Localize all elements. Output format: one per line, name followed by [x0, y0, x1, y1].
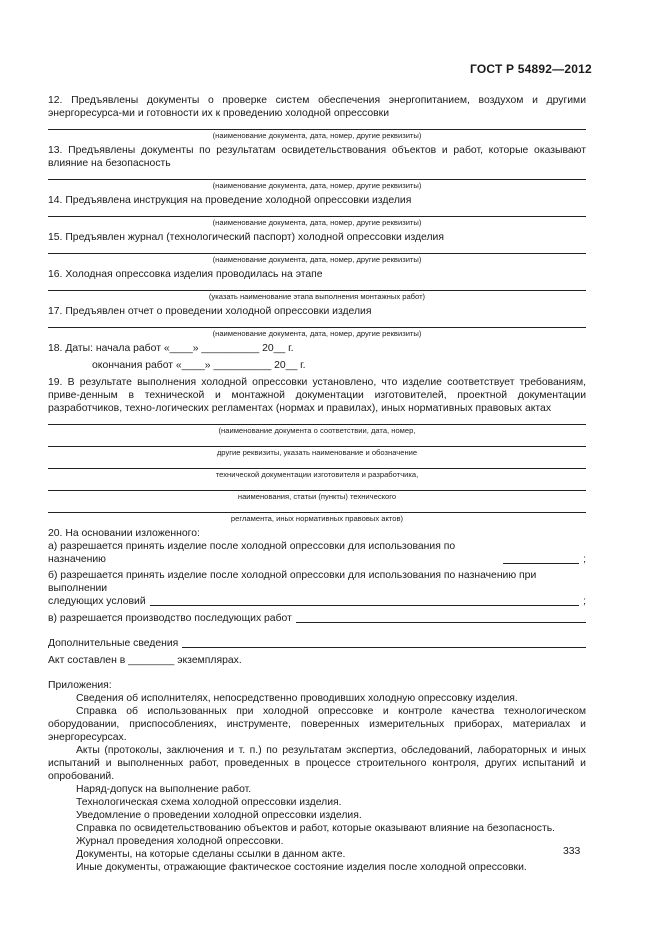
- item-20a-row: [48, 540, 586, 566]
- appendix-entry: Уведомление о проведении холодной опрессовки изделия.: [76, 810, 362, 821]
- field-caption: регламента, иных нормативных правовых актов): [230, 514, 404, 523]
- item-19: 19. В результате выполнения холодной опрессовки установлено, что изделие соответствует требованиям, приве-денным в технической и монтажной документации изготовителей, проектной документации разработчиков, техно-логических регламентах (нормах и правилах), иных нормативных правовых актах: [48, 377, 586, 414]
- fill-line[interactable]: [48, 417, 586, 425]
- field-caption: (наименование документа, дата, номер, другие реквизиты): [212, 131, 422, 140]
- item-12: 12. Предъявлены документы о проверке систем обеспечения энергопитанием, воздухом и другими энергоресурса-ми и готовности их к проведению холодной опрессовки: [48, 95, 586, 119]
- item-20b-conditions: следующих условий: [48, 596, 146, 607]
- appendix-entry: Документы, на которые сделаны ссылки в данном акте.: [76, 849, 346, 860]
- field-caption: (наименование документа, дата, номер, другие реквизиты): [212, 218, 422, 227]
- appendix-title: Приложения:: [48, 680, 112, 691]
- semicolon: ;: [583, 554, 586, 565]
- item-14: 14. Предъявлена инструкция на проведение холодной опрессовки изделия: [48, 195, 412, 206]
- fill-line[interactable]: [48, 172, 586, 180]
- item-20b-row: [48, 595, 586, 608]
- appendix-entry: Журнал проведения холодной опрессовки.: [76, 836, 284, 847]
- appendix-entry: Иные документы, отражающие фактическое состояние изделия после холодной опрессовки.: [76, 862, 527, 873]
- fill-line[interactable]: [48, 283, 586, 291]
- appendix-entry: Акты (протоколы, заключения и т. п.) по результатам экспертиз, обследований, лабораторных и иных испытаний и выполненных работ, проведенных в процессе строительного контроля, других испытаний и опробований.: [48, 745, 586, 782]
- semicolon: ;: [583, 596, 586, 607]
- appendix-entry: Технологическая схема холодной опрессовки изделия.: [76, 797, 342, 808]
- appendix-list: [48, 783, 586, 874]
- field-caption: (указать наименование этапа выполнения монтажных работ): [208, 292, 426, 301]
- appendix-entry: Сведения об исполнителях, непосредственно проводивших холодную опрессовку изделия.: [76, 693, 518, 704]
- field-caption: другие реквизиты, указать наименование и обозначение: [216, 448, 418, 457]
- extra-info-label: Дополнительные сведения: [48, 638, 179, 649]
- copies-count: Акт составлен в ________ экземплярах.: [48, 655, 242, 666]
- appendix-entry: Справка по освидетельствованию объектов и работ, которые оказывают влияние на безопасность.: [76, 823, 556, 834]
- fill-line[interactable]: [48, 246, 586, 254]
- item-20a: а) разрешается принять изделие после холодной опрессовки для использования по назначению: [48, 541, 456, 565]
- fill-line[interactable]: [150, 596, 579, 606]
- item-20c: в) разрешается производство последующих работ: [48, 613, 292, 624]
- field-caption: технической документации изготовителя и разработчика,: [215, 470, 419, 479]
- field-caption: (наименование документа, дата, номер, другие реквизиты): [212, 329, 422, 338]
- fill-line[interactable]: [48, 483, 586, 491]
- appendix-entry: Справка об использованных при холодной опрессовке и контроле качества технологическом оборудовании, приспособлениях, инструменте, поверенных измерительных приборах, материалах и энергоресурсах.: [48, 706, 586, 743]
- item-20: 20. На основании изложенного:: [48, 528, 200, 539]
- item-18-end-date: окончания работ «____» __________ 20__ г.: [92, 360, 306, 371]
- item-18-start-date: 18. Даты: начала работ «____» __________ 20__ г.: [48, 343, 294, 354]
- field-caption: (наименование документа, дата, номер, другие реквизиты): [212, 181, 422, 190]
- fill-line[interactable]: [48, 320, 586, 328]
- item-20c-row: [48, 612, 586, 625]
- fill-line[interactable]: [48, 122, 586, 130]
- fill-line[interactable]: [48, 505, 586, 513]
- item-15: 15. Предъявлен журнал (технологический паспорт) холодной опрессовки изделия: [48, 232, 444, 243]
- fill-line[interactable]: [296, 613, 586, 623]
- appendix-entry: Наряд-допуск на выполнение работ.: [76, 784, 252, 795]
- fill-line[interactable]: [48, 209, 586, 217]
- extra-info-row: [48, 637, 586, 650]
- item-17: 17. Предъявлен отчет о проведении холодной опрессовки изделия: [48, 306, 372, 317]
- item-20b: б) разрешается принять изделие после холодной опрессовки для использования по назначению при выполнении: [48, 570, 537, 594]
- field-caption: (наименование документа о соответствии, дата, номер,: [218, 426, 416, 435]
- fill-line[interactable]: [48, 461, 586, 469]
- fill-line[interactable]: [503, 554, 579, 564]
- act-form: [48, 94, 586, 874]
- fill-line[interactable]: [48, 439, 586, 447]
- item-16: 16. Холодная опрессовка изделия проводилась на этапе: [48, 269, 323, 280]
- appendix-list: [48, 692, 586, 705]
- field-caption: (наименование документа, дата, номер, другие реквизиты): [212, 255, 422, 264]
- page-number: 333: [563, 846, 581, 857]
- item-13: 13. Предъявлены документы по результатам освидетельствования объектов и работ, которые оказывают влияние на безопасность: [48, 145, 586, 169]
- fill-line[interactable]: [182, 638, 586, 648]
- field-caption: наименования, статьи (пункты) технического: [237, 492, 397, 501]
- document-header: ГОСТ Р 54892—2012: [470, 62, 592, 76]
